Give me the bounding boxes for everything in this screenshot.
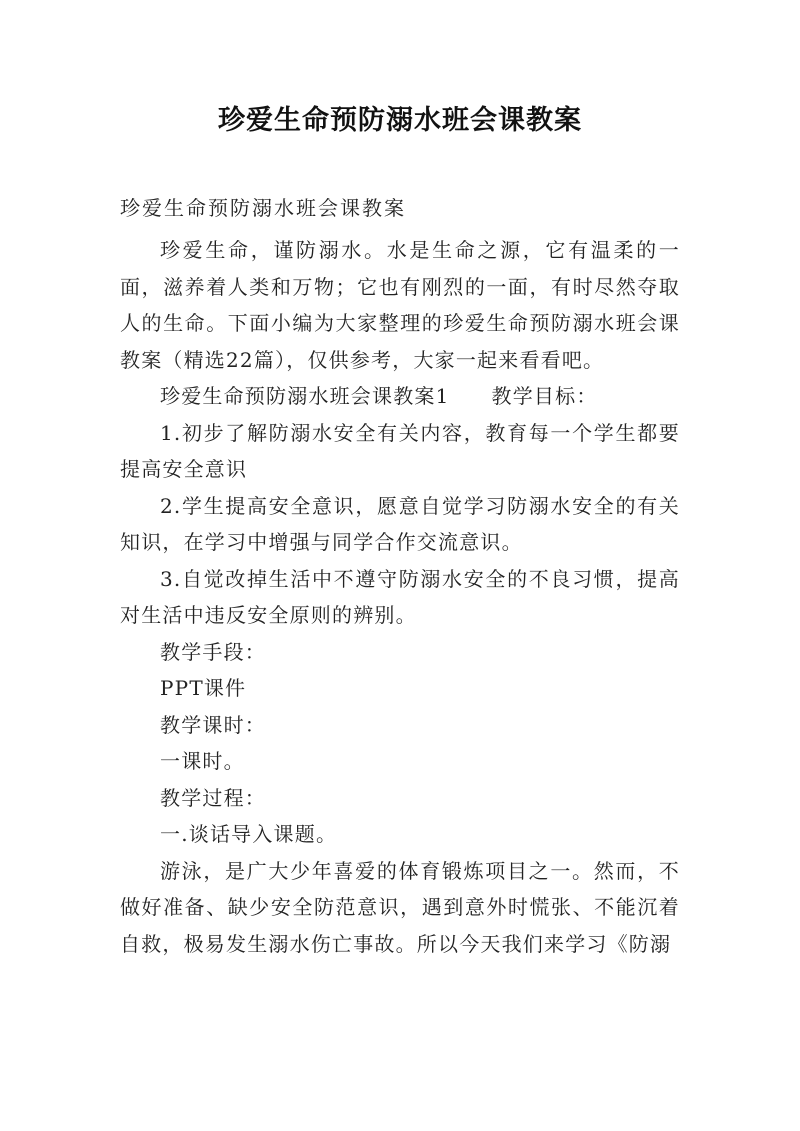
- goal-3: 3.自觉改掉生活中不遵守防溺水安全的不良习惯，提高对生活中违反安全原则的辨别。: [120, 566, 680, 627]
- document-body: [120, 232, 680, 962]
- plan-heading-line: [120, 378, 680, 415]
- goal-2: 2.学生提高安全意识，愿意自觉学习防溺水安全的有关知识，在学习中增强与同学合作交流意识。: [120, 493, 680, 554]
- objectives-label: 教学目标：: [491, 384, 598, 408]
- goal-1: 1.初步了解防溺水安全有关内容，教育每一个学生都要提高安全意识: [120, 420, 680, 481]
- document-subtitle: 珍爱生命预防溺水班会课教案: [120, 196, 406, 220]
- hours-value: 一课时。: [160, 749, 245, 773]
- swim-paragraph: 游泳，是广大少年喜爱的体育锻炼项目之一。然而，不做好准备、缺少安全防范意识，遇到意外时慌张、不能沉着自救，极易发生溺水伤亡事故。所以今天我们来学习《防溺: [120, 858, 680, 956]
- process-label: 教学过程：: [160, 785, 266, 810]
- means-value: PPT课件: [160, 676, 247, 700]
- intro-paragraph: 珍爱生命，谨防溺水。水是生命之源，它有温柔的一面，滋养着人类和万物；它也有刚烈的一面，有时尽然夺取人的生命。下面小编为大家整理的珍爱生命预防溺水班会课教案（精选22篇），仅供参考，大家一起来看看吧。: [120, 238, 680, 372]
- means-label: 教学手段：: [160, 639, 266, 664]
- hours-label: 教学课时：: [160, 712, 266, 737]
- step-1: 一.谈话导入课题。: [160, 822, 338, 846]
- document-title: 珍爱生命预防溺水班会课教案: [218, 105, 582, 136]
- plan1-heading: 珍爱生命预防溺水班会课教案1: [160, 384, 450, 408]
